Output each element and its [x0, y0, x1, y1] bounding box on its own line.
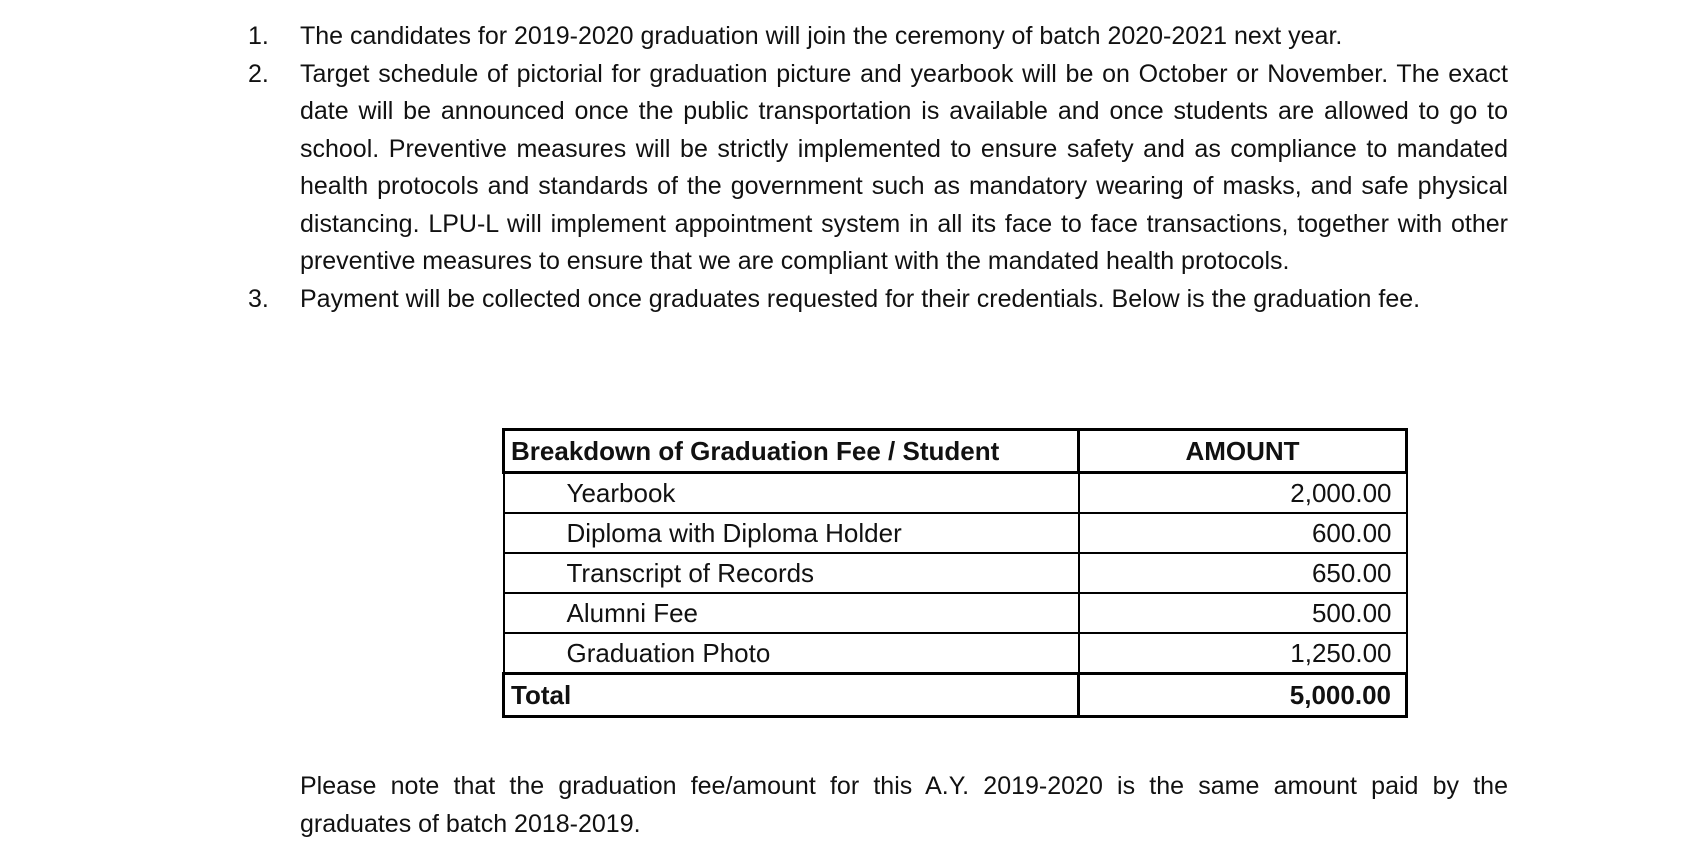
table-row	[504, 553, 1407, 593]
total-label: Total	[504, 674, 1079, 717]
list-item-number: 3.	[248, 284, 269, 313]
table-row	[504, 593, 1407, 633]
fee-item-name: Diploma with Diploma Holder	[504, 513, 1079, 553]
table-header-row	[504, 430, 1407, 473]
list-item	[248, 56, 1508, 281]
graduation-fee-table	[502, 428, 1408, 718]
fee-item-name: Graduation Photo	[504, 633, 1079, 674]
header-description: Breakdown of Graduation Fee / Student	[504, 430, 1079, 473]
total-amount: 5,000.00	[1079, 674, 1407, 717]
total-row	[504, 674, 1407, 717]
fee-item-amount: 1,250.00	[1079, 633, 1407, 674]
list-item	[248, 18, 1508, 56]
numbered-list	[248, 18, 1508, 318]
table-row	[504, 513, 1407, 553]
closing-note: Please note that the graduation fee/amount for this A.Y. 2019-2020 is the same amount paid by the graduates of batch 2018-2019.	[300, 772, 1508, 838]
fee-item-name: Yearbook	[504, 473, 1079, 514]
fee-item-amount: 650.00	[1079, 553, 1407, 593]
fee-item-name: Alumni Fee	[504, 593, 1079, 633]
list-item-text: The candidates for 2019-2020 graduation will join the ceremony of batch 2020-2021 next year.	[300, 22, 1343, 50]
list-item-number: 1.	[248, 22, 269, 50]
fee-item-amount: 500.00	[1079, 593, 1407, 633]
table-row	[504, 633, 1407, 674]
fee-item-amount: 600.00	[1079, 513, 1407, 553]
list-item-text: Target schedule of pictorial for graduation picture and yearbook will be on October or November. The exact date will be announced once the public transportation is available and once students are allowed to go to school. Preventive measures will be strictly implemented to ensure safety and as compliance to mandated health protocols and standards of the government such as mandatory wearing of masks, and safe physical distancing. LPU-L will implement appointment system in all its face to face transactions, together with other preventive measures to ensure that we are compliant with the mandated health protocols.	[300, 59, 1508, 275]
list-item	[248, 281, 1508, 319]
list-item-number: 2.	[248, 59, 269, 88]
list-item-text: Payment will be collected once graduates requested for their credentials. Below is the graduation fee.	[300, 284, 1421, 313]
table-row	[504, 473, 1407, 514]
fee-item-amount: 2,000.00	[1079, 473, 1407, 514]
fee-item-name: Transcript of Records	[504, 553, 1079, 593]
header-amount: AMOUNT	[1079, 430, 1407, 473]
